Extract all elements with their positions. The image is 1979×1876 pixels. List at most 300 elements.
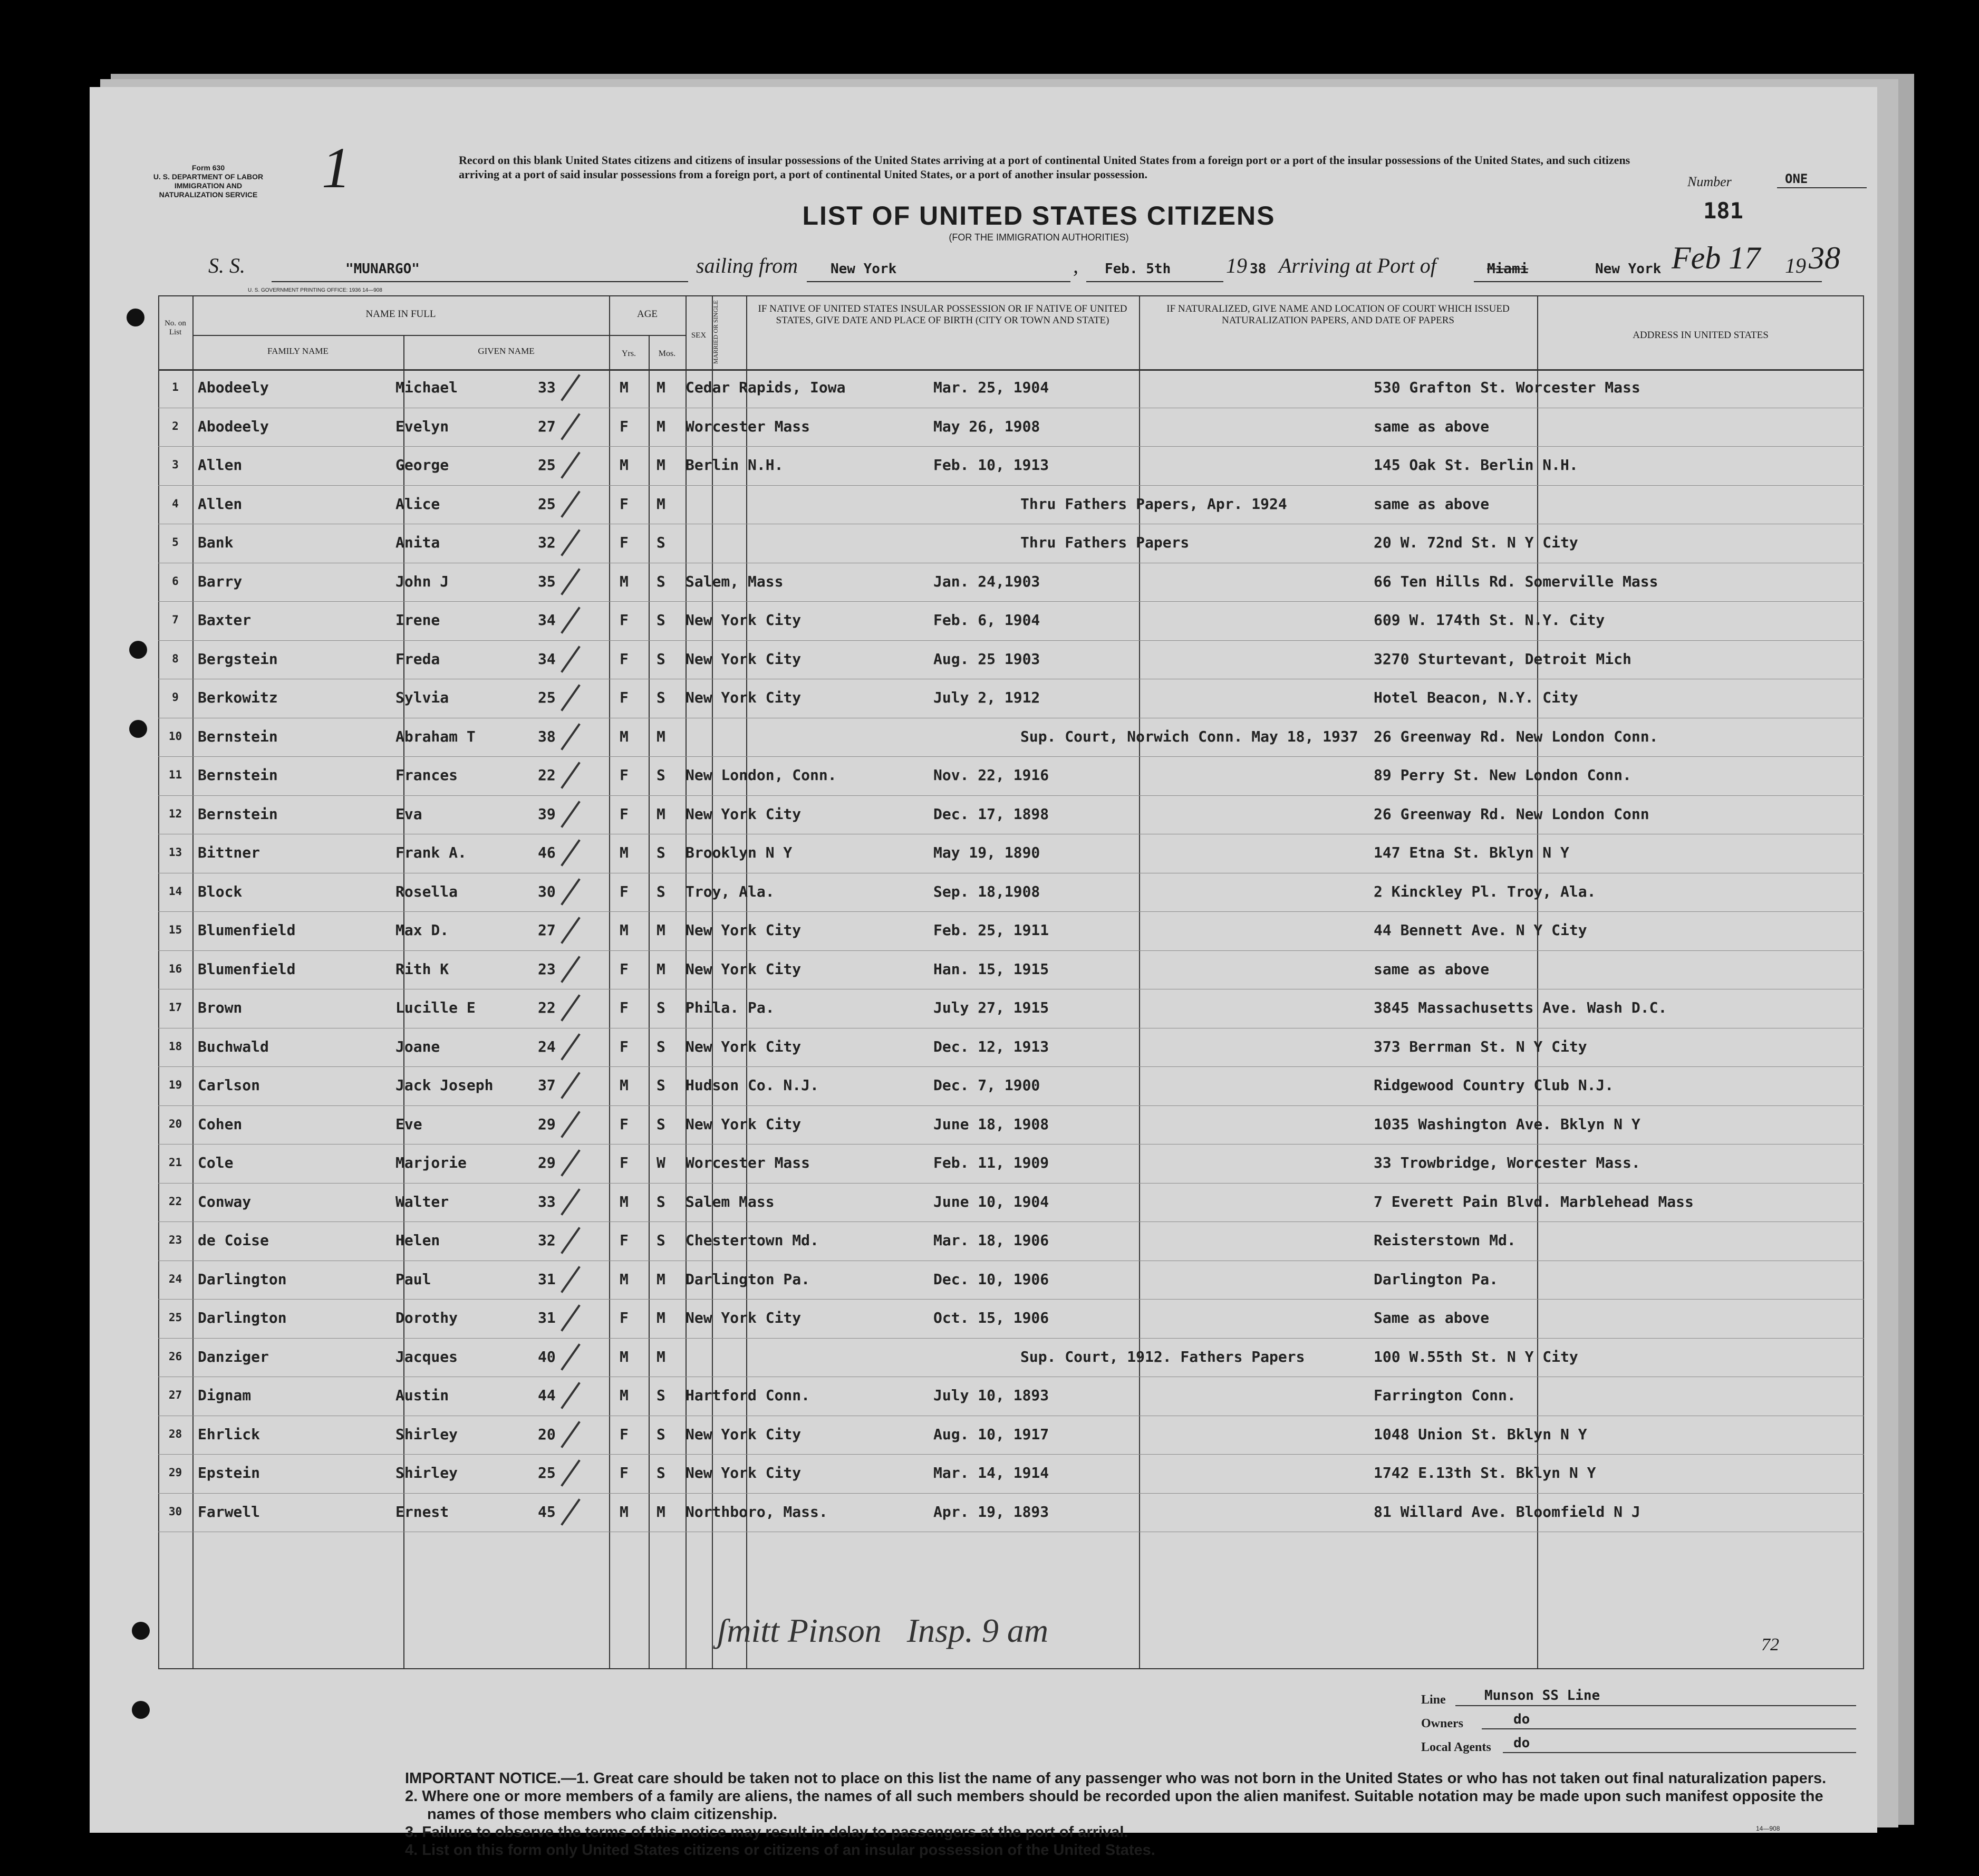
given-name: Paul [395, 1270, 431, 1288]
naturalization-info: Thru Fathers Papers [1020, 534, 1190, 551]
row-number: 26 [168, 1350, 182, 1363]
family-name: Darlington [198, 1309, 287, 1326]
age-years: 34 [538, 611, 556, 629]
age-years: 45 [538, 1503, 556, 1521]
birth-date: May 19, 1890 [933, 844, 1040, 861]
birth-date: Aug. 10, 1917 [933, 1425, 1049, 1443]
family-name: Farwell [198, 1503, 260, 1521]
sailing-label: sailing from [696, 254, 798, 277]
table-row [158, 796, 1864, 835]
page-mark: 72 [1761, 1635, 1779, 1654]
family-name: Allen [198, 495, 243, 513]
given-name: Dorothy [395, 1309, 458, 1326]
handwritten-signature: ʃmitt Pinson Insp. 9 am [717, 1612, 1049, 1649]
check-tick [561, 1188, 581, 1215]
family-name: Buchwald [198, 1037, 269, 1055]
age-years: 25 [538, 495, 556, 513]
line-value: Munson SS Line [1484, 1688, 1600, 1704]
table-row [158, 1261, 1864, 1300]
intro-text: Record on this blank United States citizens and citizens of insular possessions of the United States arriving at a port of continental United States from a foreign port or a port of the insular possessions of the United States, and such citizens arriving at a port of said insular possessions from a foreign port, a port of continental United States, or a port of another insular possession. [459, 153, 1630, 181]
us-address: 147 Etna St. Bklyn N Y [1374, 844, 1569, 861]
notice-item-2: 2. Where one or more members of a family are aliens, the names of all such members should be recorded upon the alien manifest. Suitable notation may be made upon such manifest opposite the names of those members who claim citizenship. [405, 1788, 1823, 1823]
family-name: Bernstein [198, 727, 278, 745]
age-years: 44 [538, 1387, 556, 1404]
age-years: 31 [538, 1270, 556, 1288]
check-tick [561, 1421, 581, 1448]
marital-status: M [657, 805, 665, 823]
age-years: 31 [538, 1309, 556, 1326]
birth-place: New York City [686, 1309, 802, 1326]
sex: M [620, 1387, 629, 1404]
family-name: Bergstein [198, 650, 278, 668]
marital-status: S [657, 1387, 665, 1404]
birth-date: Aug. 25 1903 [933, 650, 1040, 668]
manifest-page [90, 87, 1877, 1859]
given-name: Rosella [395, 882, 458, 900]
marital-status: S [657, 1464, 665, 1481]
sex: F [620, 1115, 629, 1133]
sex: F [620, 1309, 629, 1326]
marital-status: S [657, 1425, 665, 1443]
marital-status: S [657, 689, 665, 706]
marital-status: S [657, 1232, 665, 1249]
family-name: Cohen [198, 1115, 243, 1133]
naturalized-header: IF NATURALIZED, GIVE NAME AND LOCATION OF COURT WHICH ISSUED NATURALIZATION PAPERS, AND DATE OF PAPERS [1166, 303, 1510, 326]
family-name: Bank [198, 534, 234, 551]
sex: F [620, 650, 629, 668]
sail-date: Feb. 5th [1105, 261, 1171, 277]
row-number: 9 [172, 691, 179, 704]
check-tick [561, 374, 581, 401]
table-row [158, 1028, 1864, 1067]
row-number: 20 [168, 1117, 182, 1130]
page-title: LIST OF UNITED STATES CITIZENS [802, 201, 1276, 230]
col-no-header: No. on List [165, 319, 186, 336]
table-row [158, 602, 1864, 641]
number-label: Number [1687, 174, 1732, 189]
number-value: ONE [1785, 171, 1808, 186]
birth-date: Dec. 10, 1906 [933, 1270, 1049, 1288]
check-tick [561, 878, 581, 905]
family-name: Abodeely [198, 379, 269, 396]
table-row [158, 1339, 1864, 1378]
us-address: Farrington Conn. [1374, 1387, 1516, 1404]
row-number: 22 [168, 1195, 182, 1208]
arrival-date: Feb 17 [1672, 240, 1761, 275]
agents-value: do [1513, 1735, 1530, 1751]
printer-note: U. S. GOVERNMENT PRINTING OFFICE: 1936 14—908 [248, 287, 382, 293]
row-number: 11 [168, 768, 182, 781]
us-address: 66 Ten Hills Rd. Somerville Mass [1374, 572, 1658, 590]
sheet-number: 181 [1703, 198, 1743, 224]
ship-line [272, 255, 688, 282]
birth-place: Hudson Co. N.J. [686, 1076, 819, 1094]
header-divider [609, 335, 686, 336]
birth-place: Brooklyn N Y [686, 844, 793, 861]
us-address: 33 Trowbridge, Worcester Mass. [1374, 1154, 1640, 1171]
given-name: Freda [395, 650, 440, 668]
check-tick [561, 1382, 581, 1409]
check-tick [561, 762, 581, 788]
sex: F [620, 1232, 629, 1249]
table-row [158, 1184, 1864, 1223]
arrival-year: 38 [1809, 240, 1840, 275]
sex: F [620, 1037, 629, 1055]
given-name: Lucille E [395, 999, 476, 1016]
age-years: 32 [538, 534, 556, 551]
row-number: 3 [172, 458, 179, 471]
check-tick [561, 801, 581, 828]
age-years: 46 [538, 844, 556, 861]
given-name: Irene [395, 611, 440, 629]
birth-place: New York City [686, 805, 802, 823]
row-number: 15 [168, 923, 182, 936]
given-name: Joane [395, 1037, 440, 1055]
check-tick [561, 568, 581, 595]
birth-place: New York City [686, 611, 802, 629]
sex: F [620, 766, 629, 784]
birth-place: Worcester Mass [686, 1154, 810, 1171]
sail-year: 38 [1250, 261, 1267, 277]
sex: F [620, 1154, 629, 1171]
marital-status: M [657, 921, 665, 939]
given-name: Michael [395, 379, 458, 396]
table-row [158, 1106, 1864, 1145]
us-address: 2 Kinckley Pl. Troy, Ala. [1374, 882, 1596, 900]
given-name: Eva [395, 805, 422, 823]
check-tick [561, 451, 581, 478]
us-address: 3845 Massachusetts Ave. Wash D.C. [1374, 999, 1667, 1016]
handwritten-mark: 1 [322, 136, 351, 200]
owners-underline [1482, 1728, 1856, 1729]
table-row [158, 1494, 1864, 1533]
punch-hole [129, 641, 147, 659]
birth-date: Mar. 25, 1904 [933, 379, 1049, 396]
check-tick [561, 1459, 581, 1486]
row-number: 19 [168, 1079, 182, 1091]
sex: M [620, 921, 629, 939]
table-row [158, 641, 1864, 680]
port-struck: Miami [1487, 261, 1529, 277]
given-name: Marjorie [395, 1154, 467, 1171]
mos-header: Mos. [658, 349, 676, 358]
given-name: Rith K [395, 960, 449, 978]
given-name: Frances [395, 766, 458, 784]
arriving-label: Arriving at Port of [1279, 254, 1436, 277]
name-in-full-header: NAME IN FULL [365, 309, 436, 320]
yrs-header: Yrs. [621, 349, 636, 358]
age-years: 29 [538, 1115, 556, 1133]
us-address: 373 Berrman St. N Y City [1374, 1037, 1587, 1055]
table-row [158, 563, 1864, 602]
check-tick [561, 1498, 581, 1525]
birth-date: Han. 15, 1915 [933, 960, 1049, 978]
punch-hole [132, 1622, 150, 1640]
row-number: 7 [172, 613, 179, 626]
age-years: 27 [538, 921, 556, 939]
given-name: Jack Joseph [395, 1076, 494, 1094]
given-name-header: GIVEN NAME [478, 346, 535, 356]
check-tick [561, 607, 581, 633]
sex: F [620, 534, 629, 551]
marital-status: M [657, 727, 665, 745]
birth-place: New York City [686, 960, 802, 978]
birth-place: Phila. Pa. [686, 999, 775, 1016]
given-name: Anita [395, 534, 440, 551]
marital-status: S [657, 1115, 665, 1133]
marital-status: M [657, 1503, 665, 1521]
us-address: 20 W. 72nd St. N Y City [1374, 534, 1578, 551]
row-number: 4 [172, 497, 179, 510]
family-name: Cole [198, 1154, 234, 1171]
sex-header: SEX [691, 331, 707, 340]
table-row [158, 1144, 1864, 1184]
arrival-port: New York [1595, 261, 1662, 277]
birth-place: Salem Mass [686, 1192, 775, 1210]
table-row [158, 679, 1864, 718]
age-years: 25 [538, 689, 556, 706]
check-tick [561, 490, 581, 517]
given-name: Max D. [395, 921, 449, 939]
row-number: 27 [168, 1389, 182, 1401]
family-name: Bittner [198, 844, 260, 861]
family-name: Bernstein [198, 805, 278, 823]
given-name: Sylvia [395, 689, 449, 706]
birth-date: Dec. 12, 1913 [933, 1037, 1049, 1055]
family-name: Barry [198, 572, 243, 590]
family-name: Allen [198, 456, 243, 474]
sex: M [620, 844, 629, 861]
birth-place: Darlington Pa. [686, 1270, 810, 1288]
check-tick [561, 1033, 581, 1060]
important-notice [174, 1769, 1861, 1859]
age-years: 24 [538, 1037, 556, 1055]
given-name: George [395, 456, 449, 474]
us-address: same as above [1374, 960, 1490, 978]
ship-name: "MUNARGO" [345, 261, 420, 277]
comma: , [1073, 254, 1078, 277]
form-code: 14—908 [1756, 1825, 1780, 1832]
row-number: 23 [168, 1234, 182, 1246]
sex: F [620, 417, 629, 435]
married-header: MARRIED OR SINGLE [712, 300, 719, 364]
notice-text: 1. Great care should be taken not to place on this list the name of any passenger who was not born in the United States or who has not taken out final naturalization papers. [576, 1770, 1827, 1787]
sex: F [620, 495, 629, 513]
birth-place: New York City [686, 921, 802, 939]
age-years: 22 [538, 766, 556, 784]
birth-place: New York City [686, 1464, 802, 1481]
birth-place: Cedar Rapids, Iowa [686, 379, 846, 396]
check-tick [561, 839, 581, 866]
marital-status: M [657, 379, 665, 396]
row-number: 12 [168, 807, 182, 820]
given-name: Alice [395, 495, 440, 513]
age-years: 34 [538, 650, 556, 668]
us-address: 1742 E.13th St. Bklyn N Y [1374, 1464, 1596, 1481]
birth-date: Feb. 25, 1911 [933, 921, 1049, 939]
table-row [158, 1222, 1864, 1261]
birth-date: June 18, 1908 [933, 1115, 1049, 1133]
family-name: Dignam [198, 1387, 252, 1404]
check-tick [561, 684, 581, 711]
age-years: 20 [538, 1425, 556, 1443]
birth-date: Dec. 7, 1900 [933, 1076, 1040, 1094]
marital-status: M [657, 495, 665, 513]
family-name: de Coise [198, 1232, 269, 1249]
birth-date: July 27, 1915 [933, 999, 1049, 1016]
check-tick [561, 917, 581, 944]
birth-date: Feb. 10, 1913 [933, 456, 1049, 474]
header-divider [192, 335, 609, 336]
year-prefix-2: 19 [1785, 254, 1806, 277]
naturalization-info: Thru Fathers Papers, Apr. 1924 [1020, 495, 1287, 513]
punch-hole [127, 309, 144, 326]
birth-date: Mar. 18, 1906 [933, 1232, 1049, 1249]
birth-place: New London, Conn. [686, 766, 837, 784]
sex: F [620, 1425, 629, 1443]
given-name: Shirley [395, 1464, 458, 1481]
marital-status: S [657, 999, 665, 1016]
us-address: 7 Everett Pain Blvd. Marblehead Mass [1374, 1192, 1694, 1210]
row-number: 5 [172, 536, 179, 549]
birth-place: New York City [686, 689, 802, 706]
family-name: Ehrlick [198, 1425, 260, 1443]
table-row [158, 1377, 1864, 1416]
check-tick [561, 1266, 581, 1293]
birth-place: Worcester Mass [686, 417, 810, 435]
department: U. S. DEPARTMENT OF LABOR [153, 172, 264, 181]
row-number: 28 [168, 1427, 182, 1440]
table-row [158, 1455, 1864, 1494]
birth-date: Mar. 14, 1914 [933, 1464, 1049, 1481]
sex: M [620, 456, 629, 474]
marital-status: S [657, 1192, 665, 1210]
check-tick [561, 529, 581, 556]
family-name: Epstein [198, 1464, 260, 1481]
family-name: Conway [198, 1192, 252, 1210]
sex: F [620, 689, 629, 706]
us-address: 89 Perry St. New London Conn. [1374, 766, 1632, 784]
row-number: 17 [168, 1001, 182, 1014]
age-years: 35 [538, 572, 556, 590]
check-tick [561, 1304, 581, 1331]
marital-status: S [657, 766, 665, 784]
marital-status: M [657, 1348, 665, 1365]
us-address: 1048 Union St. Bklyn N Y [1374, 1425, 1587, 1443]
family-name: Abodeely [198, 417, 269, 435]
us-address: same as above [1374, 417, 1490, 435]
marital-status: W [657, 1154, 665, 1171]
family-name: Brown [198, 999, 243, 1016]
birth-place: New York City [686, 1425, 802, 1443]
us-address: 26 Greenway Rd. New London Conn. [1374, 727, 1658, 745]
line-underline [1455, 1705, 1856, 1706]
age-years: 40 [538, 1348, 556, 1365]
birth-place: New York City [686, 1115, 802, 1133]
table-row [158, 873, 1864, 912]
row-number: 13 [168, 846, 182, 859]
table-row [158, 369, 1864, 408]
us-address: Darlington Pa. [1374, 1270, 1499, 1288]
given-name: Walter [395, 1192, 449, 1210]
given-name: Ernest [395, 1503, 449, 1521]
birth-date: May 26, 1908 [933, 417, 1040, 435]
sex: M [620, 1503, 629, 1521]
sex: F [620, 960, 629, 978]
birth-date: July 2, 1912 [933, 689, 1040, 706]
punch-hole [132, 1701, 150, 1719]
row-number: 2 [172, 419, 179, 432]
sex: M [620, 379, 629, 396]
age-years: 25 [538, 1464, 556, 1481]
age-header: AGE [636, 309, 658, 320]
sex: M [620, 1270, 629, 1288]
birth-place: Hartford Conn. [686, 1387, 810, 1404]
us-address: 100 W.55th St. N Y City [1374, 1348, 1578, 1365]
table-row [158, 757, 1864, 796]
check-tick [561, 1072, 581, 1099]
row-number: 25 [168, 1311, 182, 1324]
family-name: Blumenfield [198, 921, 296, 939]
row-number: 8 [172, 652, 179, 665]
notice-item-4: 4. List on this form only United States citizens or citizens of an insular possession of the United States. [405, 1842, 1155, 1859]
family-name: Block [198, 882, 243, 900]
marital-status: S [657, 611, 665, 629]
birth-place: New York City [686, 1037, 802, 1055]
check-tick [561, 1149, 581, 1176]
ss-label: S. S. [208, 254, 245, 277]
given-name: Eve [395, 1115, 422, 1133]
birth-date: Feb. 6, 1904 [933, 611, 1040, 629]
sex: M [620, 727, 629, 745]
birth-place: New York City [686, 650, 802, 668]
sailing-from: New York [831, 261, 897, 277]
birth-place: Troy, Ala. [686, 882, 775, 900]
notice-item-3: 3. Failure to observe the terms of this notice may result in delay to passengers at the port of arrival. [405, 1824, 1128, 1841]
age-years: 33 [538, 379, 556, 396]
sex: F [620, 805, 629, 823]
age-years: 32 [538, 1232, 556, 1249]
row-number: 16 [168, 962, 182, 975]
us-address: Same as above [1374, 1309, 1490, 1326]
family-name: Danziger [198, 1348, 269, 1365]
birth-place: Berlin N.H. [686, 456, 784, 474]
notice-lead: IMPORTANT NOTICE.— [405, 1770, 576, 1787]
row-number: 1 [172, 381, 179, 393]
us-address: Reisterstown Md. [1374, 1232, 1516, 1249]
page-subtitle: (FOR THE IMMIGRATION AUTHORITIES) [949, 232, 1129, 243]
naturalization-info: Sup. Court, 1912. Fathers Papers [1020, 1348, 1305, 1365]
table-row [158, 486, 1864, 525]
age-years: 22 [538, 999, 556, 1016]
marital-status: S [657, 1037, 665, 1055]
us-address: same as above [1374, 495, 1490, 513]
check-tick [561, 723, 581, 750]
sex: F [620, 1464, 629, 1481]
table-row [158, 447, 1864, 486]
address-header: ADDRESS IN UNITED STATES [1633, 330, 1769, 341]
family-name: Darlington [198, 1270, 287, 1288]
marital-status: M [657, 960, 665, 978]
birth-place: Northboro, Mass. [686, 1503, 828, 1521]
row-number: 14 [168, 884, 182, 898]
row-number: 18 [168, 1040, 182, 1053]
birth-date: June 10, 1904 [933, 1192, 1049, 1210]
row-number: 30 [168, 1505, 182, 1518]
sex: F [620, 999, 629, 1016]
given-name: John J [395, 572, 449, 590]
age-years: 39 [538, 805, 556, 823]
